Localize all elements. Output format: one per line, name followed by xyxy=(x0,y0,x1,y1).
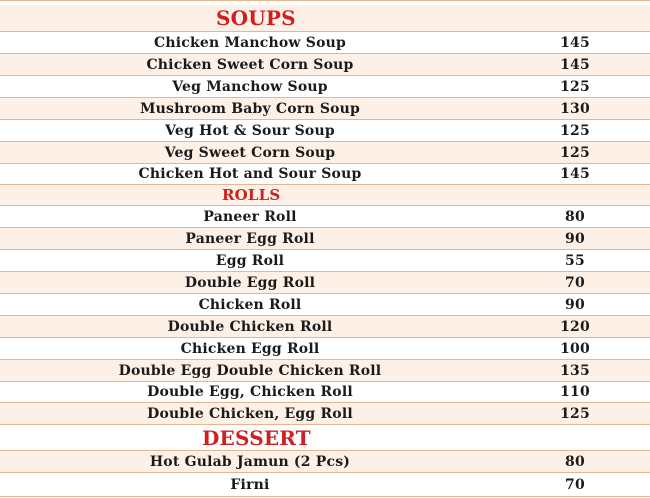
item-price: 90 xyxy=(565,230,585,247)
menu-item-row xyxy=(0,382,650,403)
menu-item-row xyxy=(0,316,650,338)
item-price: 55 xyxy=(565,252,585,269)
item-price: 110 xyxy=(560,384,590,400)
item-price: 90 xyxy=(565,296,585,313)
item-name: Double Egg Roll xyxy=(184,274,316,291)
item-name: Firni xyxy=(230,476,270,493)
menu-item-row xyxy=(0,272,650,294)
menu-item-row xyxy=(0,206,650,228)
item-price: 125 xyxy=(560,144,590,161)
item-price: 145 xyxy=(560,166,590,182)
section-header-row xyxy=(0,5,650,32)
section-title: SOUPS xyxy=(216,6,296,30)
item-price: 135 xyxy=(560,362,590,379)
item-price: 145 xyxy=(560,56,590,73)
item-price: 145 xyxy=(560,34,590,51)
item-price: 125 xyxy=(560,122,590,139)
menu-item-row xyxy=(0,338,650,360)
item-name: Veg Manchow Soup xyxy=(172,78,328,95)
item-name: Veg Hot & Sour Soup xyxy=(165,122,335,139)
menu-item-row xyxy=(0,76,650,98)
item-name: Double Egg, Chicken Roll xyxy=(147,384,353,400)
item-price: 130 xyxy=(560,100,590,117)
item-name: Chicken Sweet Corn Soup xyxy=(146,56,354,73)
menu-item-row xyxy=(0,228,650,250)
item-name: Mushroom Baby Corn Soup xyxy=(139,100,361,117)
item-price: 125 xyxy=(560,78,590,95)
item-name: Double Chicken Roll xyxy=(167,318,333,335)
item-price: 70 xyxy=(565,274,585,291)
menu-item-row xyxy=(0,294,650,316)
menu-item-row xyxy=(0,451,650,473)
menu-item-row xyxy=(0,32,650,54)
item-name: Double Egg Double Chicken Roll xyxy=(118,362,382,379)
item-name: Chicken Roll xyxy=(198,296,302,313)
item-name: Chicken Manchow Soup xyxy=(154,34,346,51)
item-price: 80 xyxy=(565,453,585,470)
item-name: Egg Roll xyxy=(215,252,285,269)
section-title: DESSERT xyxy=(202,425,311,450)
item-name: Paneer Egg Roll xyxy=(185,230,315,247)
menu-item-row xyxy=(0,142,650,164)
item-name: Paneer Roll xyxy=(203,208,297,225)
item-name: Chicken Egg Roll xyxy=(180,340,320,357)
item-name: Veg Sweet Corn Soup xyxy=(164,144,336,161)
menu-item-row xyxy=(0,403,650,425)
item-price: 125 xyxy=(560,405,590,422)
menu-item-row xyxy=(0,54,650,76)
menu-item-row xyxy=(0,164,650,185)
item-name: Double Chicken, Egg Roll xyxy=(147,405,353,422)
item-price: 70 xyxy=(565,476,585,493)
section-header-row xyxy=(0,425,650,451)
menu-item-row xyxy=(0,120,650,142)
section-title: ROLLS xyxy=(222,186,281,204)
section-header-row xyxy=(0,185,650,206)
item-price: 80 xyxy=(565,208,585,225)
menu-item-row xyxy=(0,98,650,120)
menu-item-row xyxy=(0,360,650,382)
item-name: Hot Gulab Jamun (2 Pcs) xyxy=(149,453,351,470)
menu-item-row xyxy=(0,473,650,497)
item-name: Chicken Hot and Sour Soup xyxy=(138,166,362,182)
item-price: 120 xyxy=(560,318,590,335)
menu-item-row xyxy=(0,250,650,272)
item-price: 100 xyxy=(560,340,590,357)
